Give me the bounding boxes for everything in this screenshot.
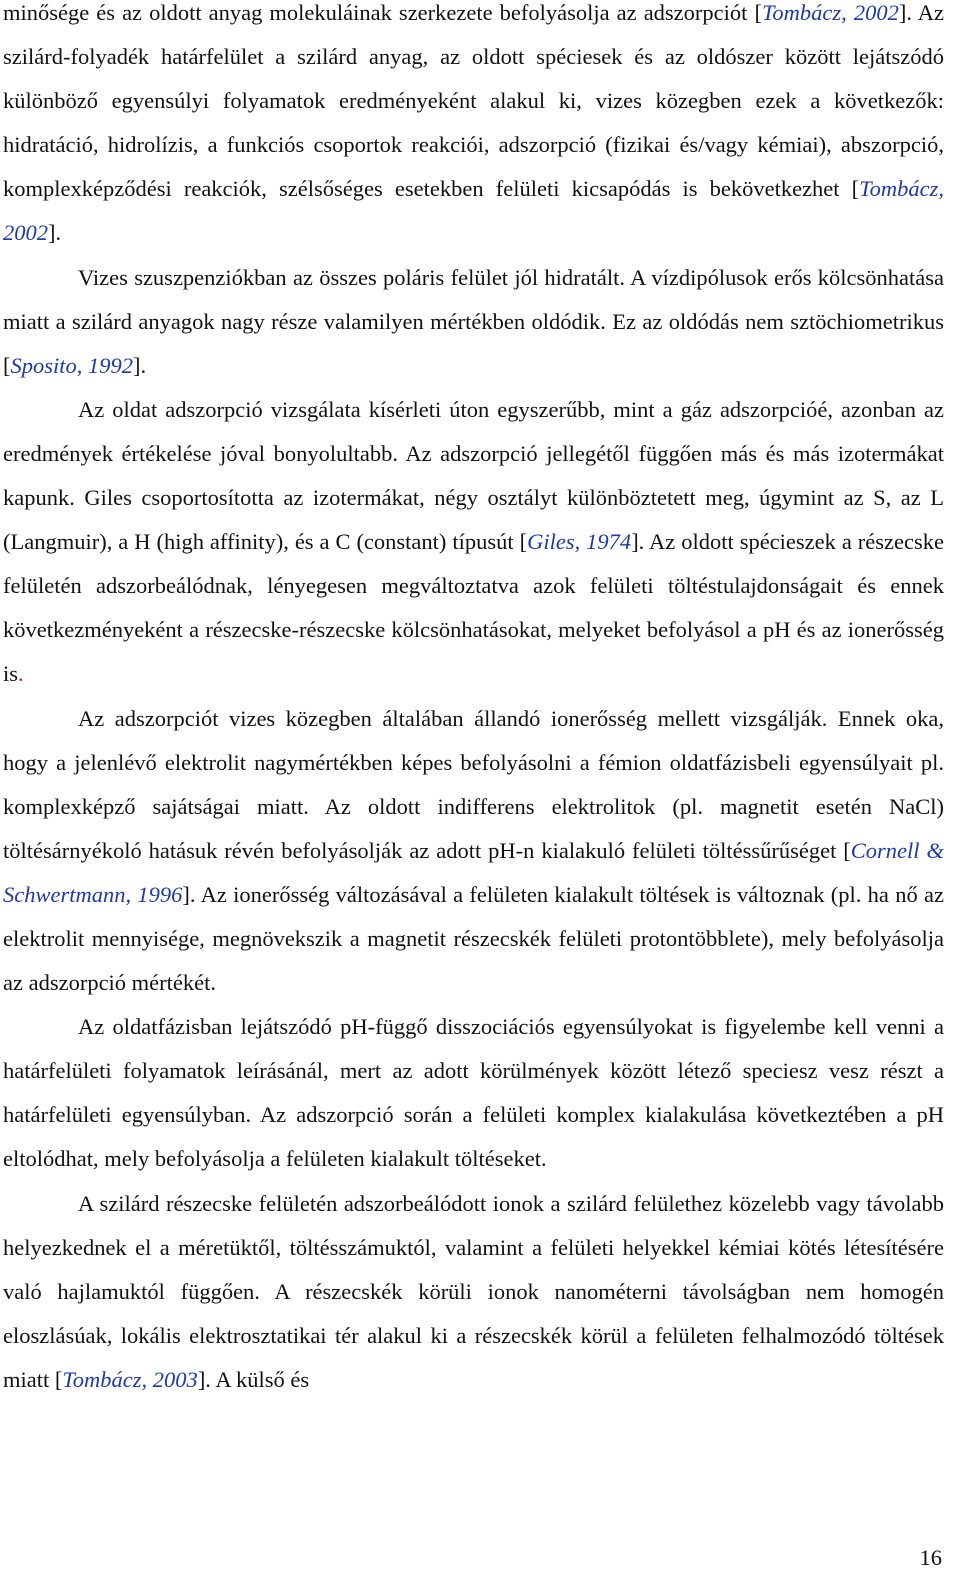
- body-text: ]. Az oldott spécieszek a részecske felületén adszorbeálódnak, lényegesen megváltoztatva azok felületi töltéstulajdonságait és ennek következményeként a részecske-részecske kölcsönhatásokat, melyeket befolyásol a pH és az ionerősség is: [3, 529, 944, 687]
- paragraph: [3, 388, 944, 697]
- body-text: ]. A külső és: [197, 1366, 310, 1392]
- paragraph: [3, 256, 944, 388]
- body-text: ].: [133, 352, 147, 378]
- body-text: Az adszorpciót vizes közegben általában állandó ionerősség mellett vizsgálják. Ennek oka, hogy a jelenlévő elektrolit nagymértékben képes befolyásolni a fémion oldatfázisbeli egyensúlyait pl. komplexképző sajátságai miatt. Az oldott indifferens elektrolitok (pl. magnetit esetén NaCl) töltésárnyékoló hatásuk révén befolyásolják az adott pH-n kialakuló felületi töltéssűrűséget [: [3, 705, 944, 863]
- citation: Tombácz, 2002: [3, 176, 944, 246]
- body-text: minősége és az oldott anyag molekuláinak szerkezete befolyásolja az adszorpciót [: [3, 0, 762, 25]
- citation: Cornell & Schwertmann, 1996: [3, 837, 944, 907]
- citation: Sposito, 1992: [10, 352, 134, 378]
- body-text: Az oldat adszorpció vizsgálata kísérleti úton egyszerűbb, mint a gáz adszorpcióé, azonban az eredmények értékelése jóval bonyolultabb. Az adszorpció jellegétől függően más és más izotermákat kapunk. Giles csoportosította az izotermákat, négy osztályt különböztetett meg, úgymint az S, az L (Langmuir), a H (high affinity), és a C (constant) típusút [: [3, 396, 944, 555]
- body-text: A szilárd részecske felületén adszorbeálódott ionok a szilárd felülethez közelebb vagy távolabb helyezkednek el a méretüktől, töltésszámuktól, valamint a felületi helyekkel kémiai kötés létesítésére való hajlamuktól függően. A részecskék körüli ionok nanométerni távolságban nem homogén eloszlásúak, lokális elektrosztatikai tér alakul ki a részecskék körül a felületen felhalmozódó töltések miatt [: [3, 1190, 944, 1392]
- paragraph: [3, 697, 944, 1006]
- highlighted-text: .: [18, 661, 24, 687]
- citation: Tombácz, 2002: [761, 0, 899, 25]
- citation: Tombácz, 2003: [62, 1366, 198, 1392]
- citation: Giles, 1974: [527, 529, 632, 555]
- body-text: ].: [48, 220, 62, 246]
- paragraph: [3, 0, 944, 256]
- paragraph: [3, 1005, 944, 1181]
- body-text: ]. Az ionerősség változásával a felületen kialakult töltések is változnak (pl. ha nő az elektrolit mennyisége, megnövekszik a magnetit részecskék felületi protontöbblete), mely befolyásolja az adszorpció mértékét.: [3, 881, 944, 996]
- body-text: Vizes szuszpenziókban az összes poláris felület jól hidratált. A vízdipólusok erős kölcsönhatása miatt a szilárd anyagok nagy része valamilyen mértékben oldódik. Ez az oldódás nem sztöchiometrikus [: [3, 264, 944, 378]
- body-text: Az oldatfázisban lejátszódó pH-függő disszociációs egyensúlyokat is figyelembe kell venni a határfelületi folyamatok leírásánál, mert az adott körülmények között létező speciesz vesz részt a határfelületi egyensúlyban. Az adszorpció során a felületi komplex kialakulása következtében a pH eltolódhat, mely befolyásolja a felületen kialakult töltéseket.: [3, 1014, 944, 1172]
- body-text: ]. Az szilárd-folyadék határfelület a szilárd anyag, az oldott spéciesek és az oldószer között lejátszódó különböző egyensúlyi folyamatok eredményeként alakul ki, vizes közegben ezek a következők: hidratáció, hidrolízis, a funkciós csoportok reakciói, adszorpció (fizikai és/vagy kémiai), abszorpció, komplexképződési reakciók, szélsőséges esetekben felületi kicsapódás is bekövetkezhet [: [3, 0, 944, 202]
- page-number: 16: [919, 1545, 942, 1570]
- paragraph: [3, 1182, 944, 1402]
- document-body: [3, 0, 944, 1402]
